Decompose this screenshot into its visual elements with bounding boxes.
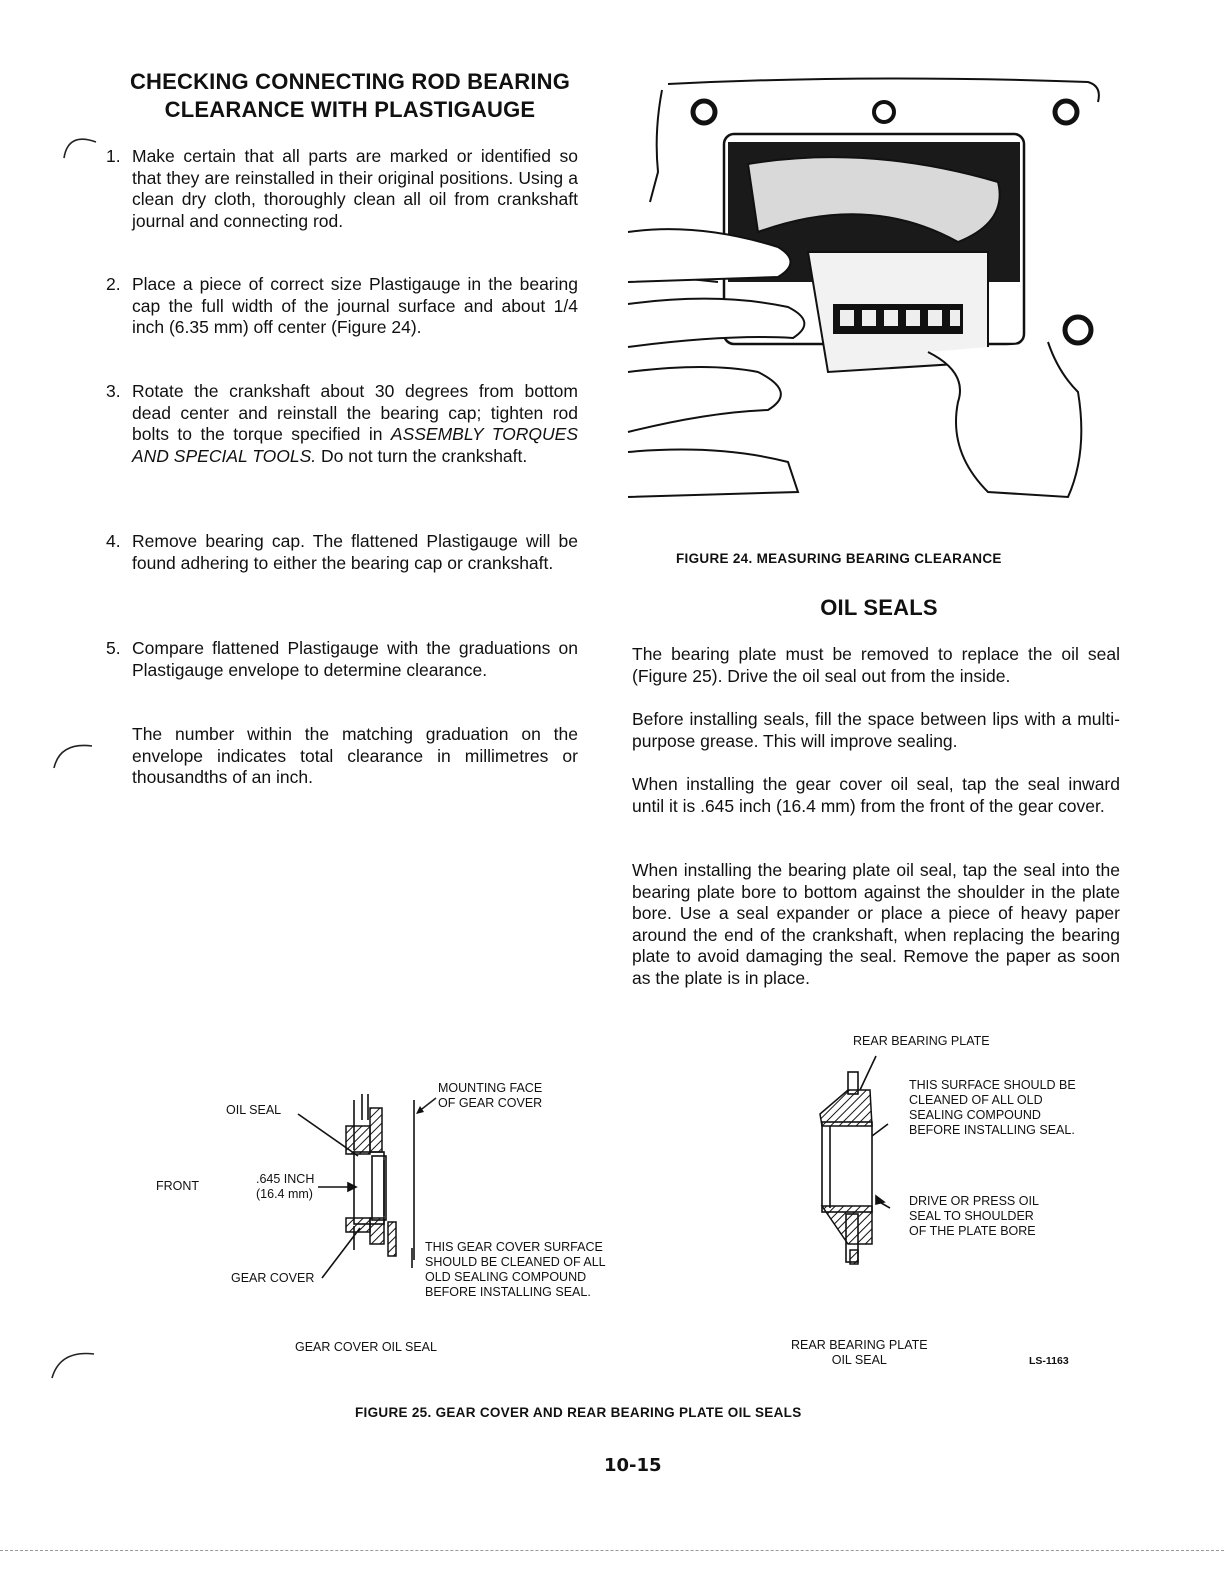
gear-cover-diagram-title: GEAR COVER OIL SEAL	[295, 1340, 437, 1354]
heading-line-2: CLEARANCE WITH PLASTIGAUGE	[164, 97, 536, 122]
step-2: 2. Place a piece of correct size Plastigauge in the bearing cap the full width of the journal surface and about 1/4 inch (6.35 mm) off center (Figure 24).	[106, 274, 578, 337]
figure-code: LS-1163	[1029, 1355, 1069, 1367]
step-3: 3. Rotate the crankshaft about 30 degrees from bottom dead center and reinstall the bearing cap; tighten rod bolts to the torque specified in ASSEMBLY TORQUES AND SPECIAL TOOLS. Do not turn the crankshaft.	[106, 381, 578, 466]
clearance-note: The number within the matching graduation on the envelope indicates total clearance in millimetres or thousandths of an inch.	[132, 724, 578, 787]
label-drive-seal: DRIVE OR PRESS OIL SEAL TO SHOULDER OF THE PLATE BORE	[909, 1194, 1039, 1238]
oil-seal-para-1: The bearing plate must be removed to replace the oil seal (Figure 25). Drive the oil seal out from the inside.	[632, 644, 1120, 686]
rear-plate-seal-diagram	[800, 1054, 920, 1274]
label-dimension: .645 INCH (16.4 mm)	[256, 1172, 315, 1201]
section-heading-oil-seals: OIL SEALS	[820, 595, 938, 620]
label-rear-bearing-plate: REAR BEARING PLATE	[853, 1034, 990, 1048]
bottom-rule	[0, 1550, 1224, 1551]
oil-seal-para-4: When installing the bearing plate oil seal, tap the seal into the bearing plate bore to bottom against the shoulder in the plate bore. Use a seal expander or place a piece of heavy paper around the end of the crankshaft, when replacing the bearing plate to avoid damaging the seal. Remove the paper as soon as the plate is in place.	[632, 860, 1120, 988]
label-plate-surface: THIS SURFACE SHOULD BE CLEANED OF ALL OLD SEALING COMPOUND BEFORE INSTALLING SEAL.	[909, 1078, 1076, 1137]
heading-line-1: CHECKING CONNECTING ROD BEARING	[129, 69, 571, 94]
label-gear-cover: GEAR COVER	[231, 1271, 315, 1285]
step-4: 4. Remove bearing cap. The flattened Plastigauge will be found adhering to either the bearing cap or crankshaft.	[106, 531, 578, 573]
figure-24-caption: FIGURE 24. MEASURING BEARING CLEARANCE	[676, 551, 1002, 566]
step-5: 5. Compare flattened Plastigauge with the graduations on Plastigauge envelope to determine clearance.	[106, 638, 578, 680]
oil-seal-para-3: When installing the gear cover oil seal, tap the seal inward until it is .645 inch (16.4 mm) from the front of the gear cover.	[632, 774, 1120, 816]
figure-25-caption: FIGURE 25. GEAR COVER AND REAR BEARING PLATE OIL SEALS	[355, 1405, 802, 1420]
plastigauge-envelope-scale	[833, 304, 963, 334]
oil-seal-para-2: Before installing seals, fill the space between lips with a multi-purpose grease. This will improve sealing.	[632, 709, 1120, 751]
label-oil-seal: OIL SEAL	[226, 1103, 282, 1117]
punch-hole-mark	[48, 734, 108, 794]
label-gear-cover-surface: THIS GEAR COVER SURFACE SHOULD BE CLEANED OF ALL OLD SEALING COMPOUND BEFORE INSTALLING SEAL.	[425, 1240, 606, 1299]
label-mounting-face: MOUNTING FACE OF GEAR COVER	[438, 1081, 543, 1110]
page-number: 10-15	[604, 1455, 662, 1476]
rear-plate-diagram-title: REAR BEARING PLATE OIL SEAL	[791, 1338, 928, 1367]
step-1: 1. Make certain that all parts are marked or identified so that they are reinstalled in their original positions. Using a clean dry cloth, thoroughly clean all oil from crankshaft journal and connecting rod.	[106, 146, 578, 231]
section-heading-plastigauge	[80, 68, 620, 124]
label-front: FRONT	[156, 1179, 200, 1193]
figure-24-illustration	[628, 72, 1108, 502]
punch-hole-mark	[48, 1340, 108, 1400]
